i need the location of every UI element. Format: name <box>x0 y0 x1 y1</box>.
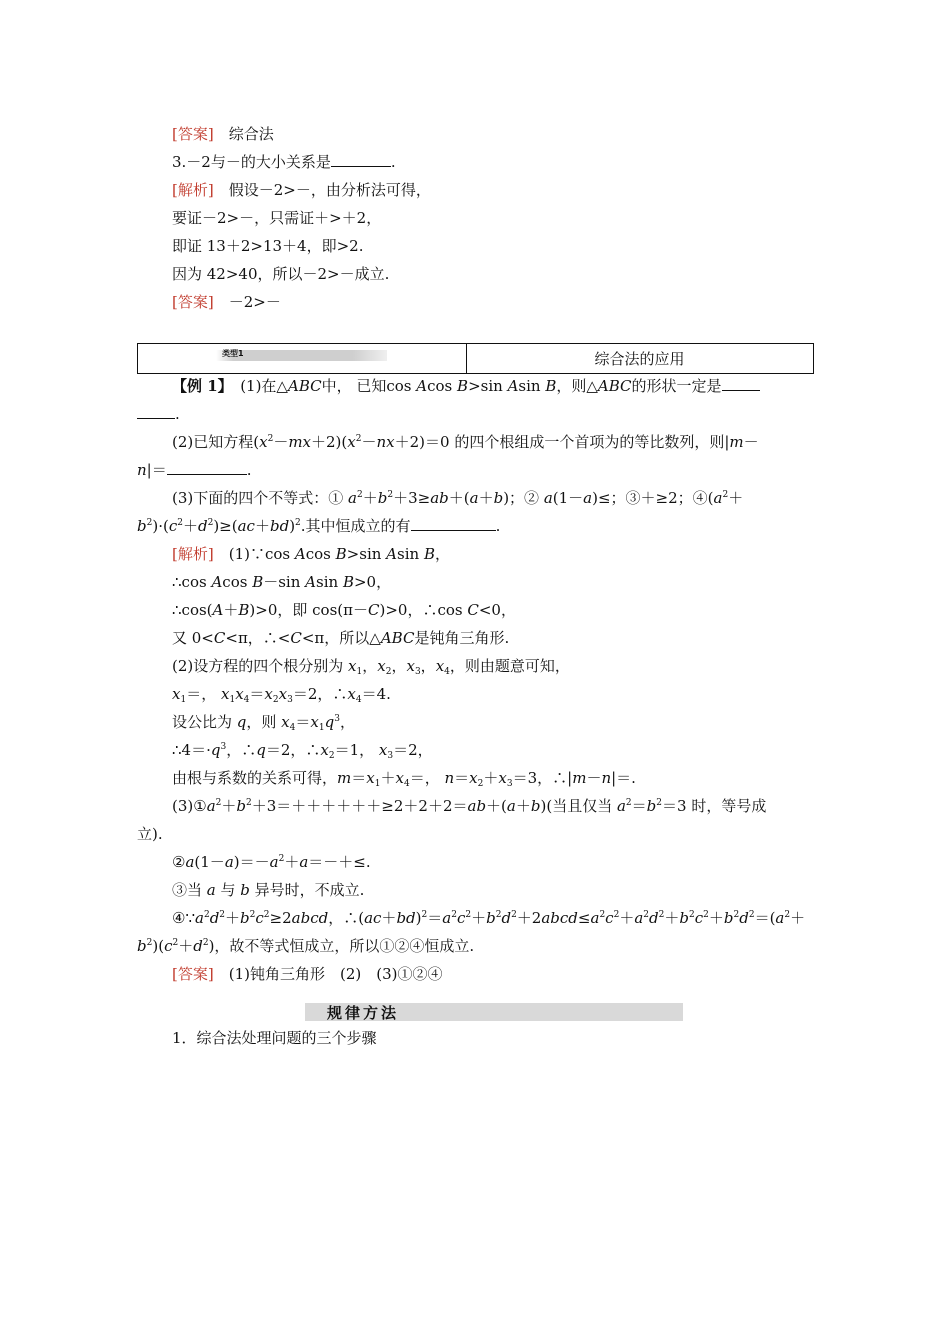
example-1-answer: [答案] (1)钝角三角形 (2) (3)①②④ <box>172 965 443 983</box>
answer-blank <box>411 516 496 531</box>
solution-line5: (2)设方程的四个根分别为 $x_1$，$x_2$，$x_3$，$x_4$，则由题意可知， <box>172 657 570 677</box>
solution-line10: $(3)①a^2+b^2+3=++++++\ge 2+2+2=ab+(a+b)$(当且仅当 $a^2=b^2=3$ 时，等号成 <box>172 797 767 815</box>
solution-line3: ∴cos(A＋B)>0，即 cos(π－C)>0，∴cos C<0， <box>172 601 516 619</box>
example-1-part2-cont: n|＝ . <box>137 461 252 479</box>
answer-blank <box>167 460 247 475</box>
solution-line8: $\therefore 4=\cdot q^3$，∴q＝2，$\therefore x_2=1$， $x_3=2$， <box>172 741 433 761</box>
analysis-tag: [解析] <box>172 181 214 199</box>
type-badge: 类型1 <box>216 350 387 361</box>
type-header-table <box>137 343 814 374</box>
method-item-1: 1．综合法处理问题的三个步骤 <box>172 1029 377 1047</box>
analysis-3-line3: 即证 13＋2>13＋4，即>2. <box>172 237 364 255</box>
solution-line7: 设公比为 q，则 $x_4=x_1q^3$， <box>172 713 355 733</box>
example-1-part3: (3)下面的四个不等式：① $a^2+b^2+3\ge ab+(a+b)$；② a(1－a)≤；③＋≥2；$④(a^2+$ <box>172 489 744 507</box>
answer-blank <box>331 152 391 167</box>
example-1-part3-cont: $b^2)\cdot(c^2+d^2)\ge(ac+bd)^2$.其中恒成立的有 . <box>137 517 501 535</box>
analysis-3-line2: 要证－2>－，只需证＋>＋2， <box>172 209 382 227</box>
analysis-3-line1: [解析] 假设－2>－，由分析法可得， <box>172 181 431 199</box>
analysis-3-line4: 因为 42>40，所以－2>－成立. <box>172 265 390 283</box>
question-3: 3.－2与－的大小关系是 . <box>172 153 396 171</box>
analysis-tag: [解析] <box>172 545 214 563</box>
solution-line11: 立). <box>137 825 163 843</box>
solution-line9: 由根与系数的关系可得，$m=x_1+x_4=$， $n=x_2+x_3=3$，∴|m－n|＝. <box>172 769 636 789</box>
solution-line4: 又 0<C<π，∴<C<π，所以△ABC是钝角三角形. <box>172 629 510 647</box>
answer-line-2 <box>172 124 274 144</box>
solution-line15: $b^2)(c^2+d^2)$，故不等式恒成立，所以①②④恒成立. <box>137 937 475 955</box>
type-title: 综合法的应用 <box>594 350 685 368</box>
solution-line2: ∴cos Acos B－sin Asin B>0， <box>172 573 392 591</box>
answer-tag: [答案] <box>172 965 214 983</box>
solution-line1: [解析] (1)∵cos Acos B>sin Asin B， <box>172 545 450 563</box>
solution-line13: ③当 a 与 b 异号时，不成立. <box>172 881 365 899</box>
solution-line6: $x_1=$， $x_1x_4=x_2x_3=2$，$\therefore x_4=4$. <box>172 685 391 705</box>
answer-blank <box>137 404 175 419</box>
answer-text: 综合法 <box>228 125 274 143</box>
answer-blank <box>722 376 760 391</box>
example-label: 【例 1】 <box>172 377 226 395</box>
answer-3: [答案] －2>－ <box>172 293 281 311</box>
example-1-part2: (2)已知方程$(x^2-mx+2)(x^2-nx+2)=0$ 的四个根组成一个首项为的等比数列，则|m－ <box>172 433 759 451</box>
method-banner: 规律方法 <box>305 1003 683 1021</box>
answer-tag: [答案] <box>172 293 214 311</box>
solution-line12: $②a(1-a)=-a^2+a=-+\le$. <box>172 853 371 871</box>
example-1-part1: 【例 1】 (1)在△ABC中， 已知cos Acos B>sin Asin B，则△ABC的形状一定是 <box>172 376 760 396</box>
solution-line14: $④\because a^2d^2+b^2c^2\ge 2abcd$，$\therefore(ac+bd)^2=a^2c^2+b^2d^2+2abcd\le a^2c^2+a^2d^2+b^2c^2+b^2d^2=(a^2+$ <box>172 909 806 927</box>
answer-tag: [答案] <box>172 125 214 143</box>
example-1-part1-cont: . <box>137 404 180 424</box>
